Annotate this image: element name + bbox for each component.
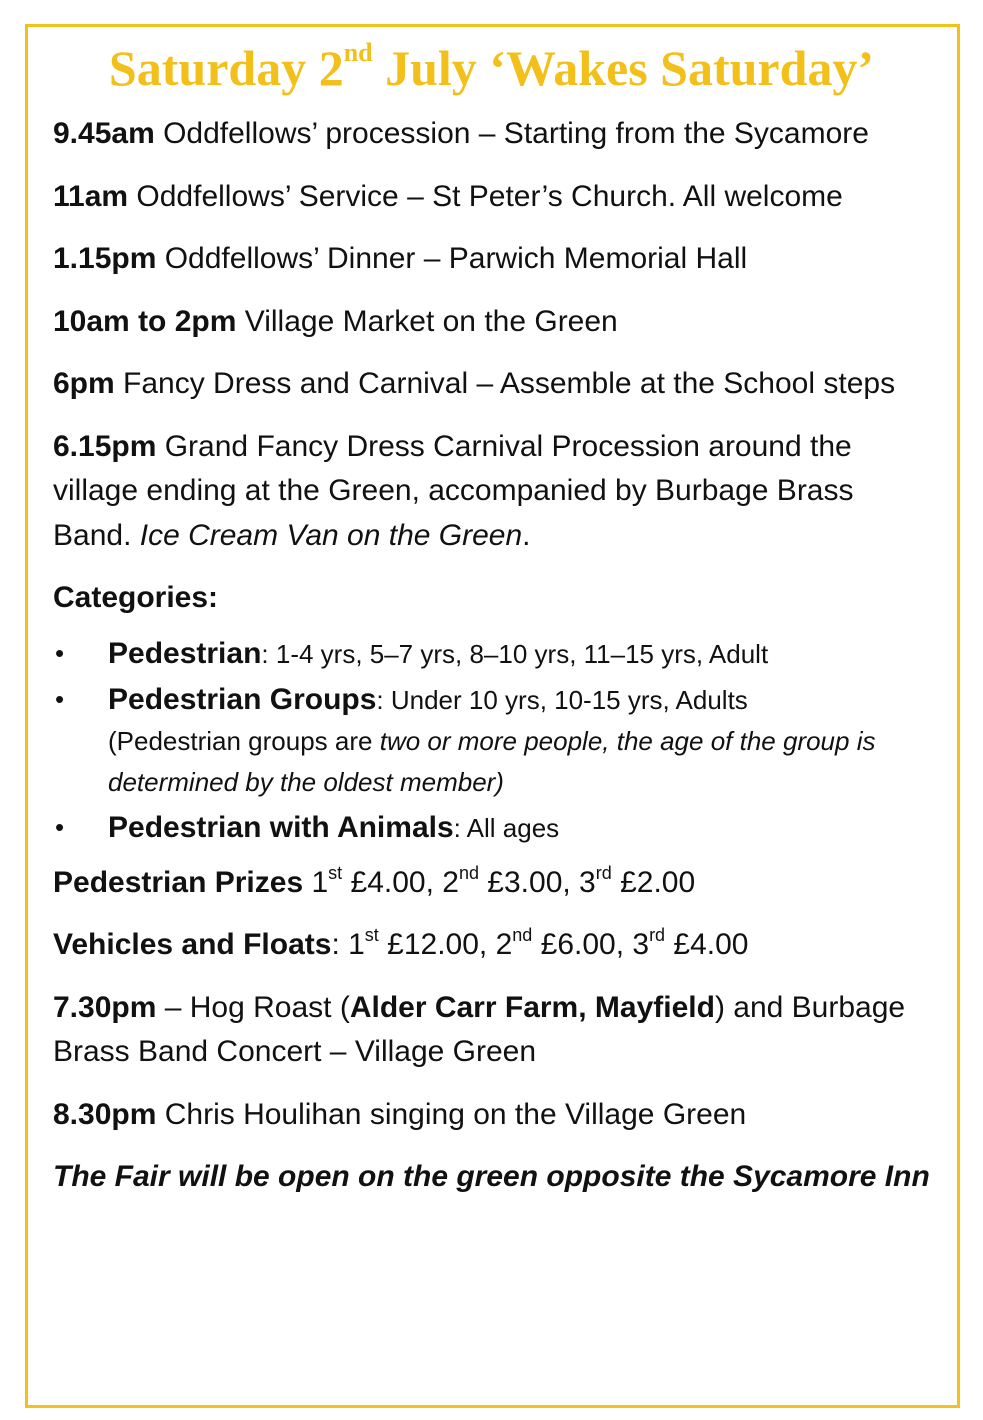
event-text: Grand Fancy Dress Carnival Procession around the village ending at the Green, accompanied by Burbage Brass Band. — [53, 429, 854, 552]
page-title: Saturday 2nd July ‘Wakes Saturday’ — [108, 38, 875, 96]
category-note-italic: two or more people, the age of the group is determined by the oldest member) — [108, 725, 876, 797]
event-time: 8.30pm — [53, 1097, 157, 1131]
event-item — [53, 362, 933, 407]
event-item — [53, 237, 933, 282]
bullet-icon: • — [55, 637, 65, 668]
event-item — [53, 112, 933, 157]
singer-item — [53, 1093, 933, 1138]
category-name: Pedestrian with Animals — [108, 810, 454, 844]
category-item — [53, 633, 933, 675]
ice-cream-note: Ice Cream Van on the Green — [139, 518, 523, 552]
event-text: Chris Houlihan singing on the Village Green — [156, 1097, 747, 1131]
categories-heading: Categories: — [53, 581, 219, 614]
event-time: 9.45am — [53, 117, 155, 150]
event-text: Village Market on the Green — [236, 304, 618, 338]
event-time: 7.30pm — [53, 990, 157, 1024]
farm-name: Alder Carr Farm, Mayfield — [349, 990, 715, 1024]
event-time: 6.15pm — [53, 429, 157, 463]
event-item — [53, 300, 933, 345]
hog-roast-item: 7.30pm – Hog Roast (Alder Carr Farm, Mayfield) and Burbage Brass Band Concert – Village Green — [53, 990, 906, 1068]
category-name: Pedestrian — [108, 636, 262, 670]
category-details: : 1-4 yrs, 5–7 yrs, 8–10 yrs, 11–15 yrs, Adult — [261, 638, 769, 669]
category-item — [53, 679, 933, 803]
title-superscript: nd — [343, 38, 373, 67]
event-time: 11am — [53, 179, 129, 213]
bullet-icon: • — [55, 683, 65, 714]
event-text: Oddfellows’ procession – Starting from the Sycamore — [154, 117, 869, 150]
procession-item: 6.15pm Grand Fancy Dress Carnival Procession around the village ending at the Green, accompanied by Burbage Brass Band. Ice Cream Van on the Green. — [53, 429, 854, 552]
vehicle-prizes: Vehicles and Floats: 1st £12.00, 2nd £6.00, 3rd £4.00 — [53, 925, 749, 961]
bullet-icon: • — [55, 811, 65, 842]
event-time: 1.15pm — [53, 242, 157, 275]
programme-content — [53, 112, 933, 1200]
event-time: 6pm — [53, 367, 115, 400]
event-text: Oddfellows’ Dinner – Parwich Memorial Hall — [156, 242, 748, 275]
event-text: Oddfellows’ Service – St Peter’s Church. All welcome — [128, 179, 843, 213]
event-time: 10am to 2pm — [53, 304, 237, 338]
category-name: Pedestrian Groups — [108, 682, 377, 716]
category-details: : All ages — [453, 812, 560, 843]
category-note: (Pedestrian groups are — [108, 725, 380, 756]
prizes-label: Pedestrian Prizes — [53, 865, 304, 899]
categories-list — [53, 633, 933, 849]
fair-note: The Fair will be open on the green opposite the Sycamore Inn — [53, 1160, 930, 1193]
event-item — [53, 175, 933, 220]
event-text: Fancy Dress and Carnival – Assemble at the School steps — [114, 367, 896, 400]
prizes-label: Vehicles and Floats — [53, 928, 332, 961]
pedestrian-prizes: Pedestrian Prizes 1st £4.00, 2nd £3.00, 3rd £2.00 — [53, 862, 696, 899]
category-details: : Under 10 yrs, 10-15 yrs, Adults — [376, 684, 748, 715]
category-item — [53, 807, 933, 849]
